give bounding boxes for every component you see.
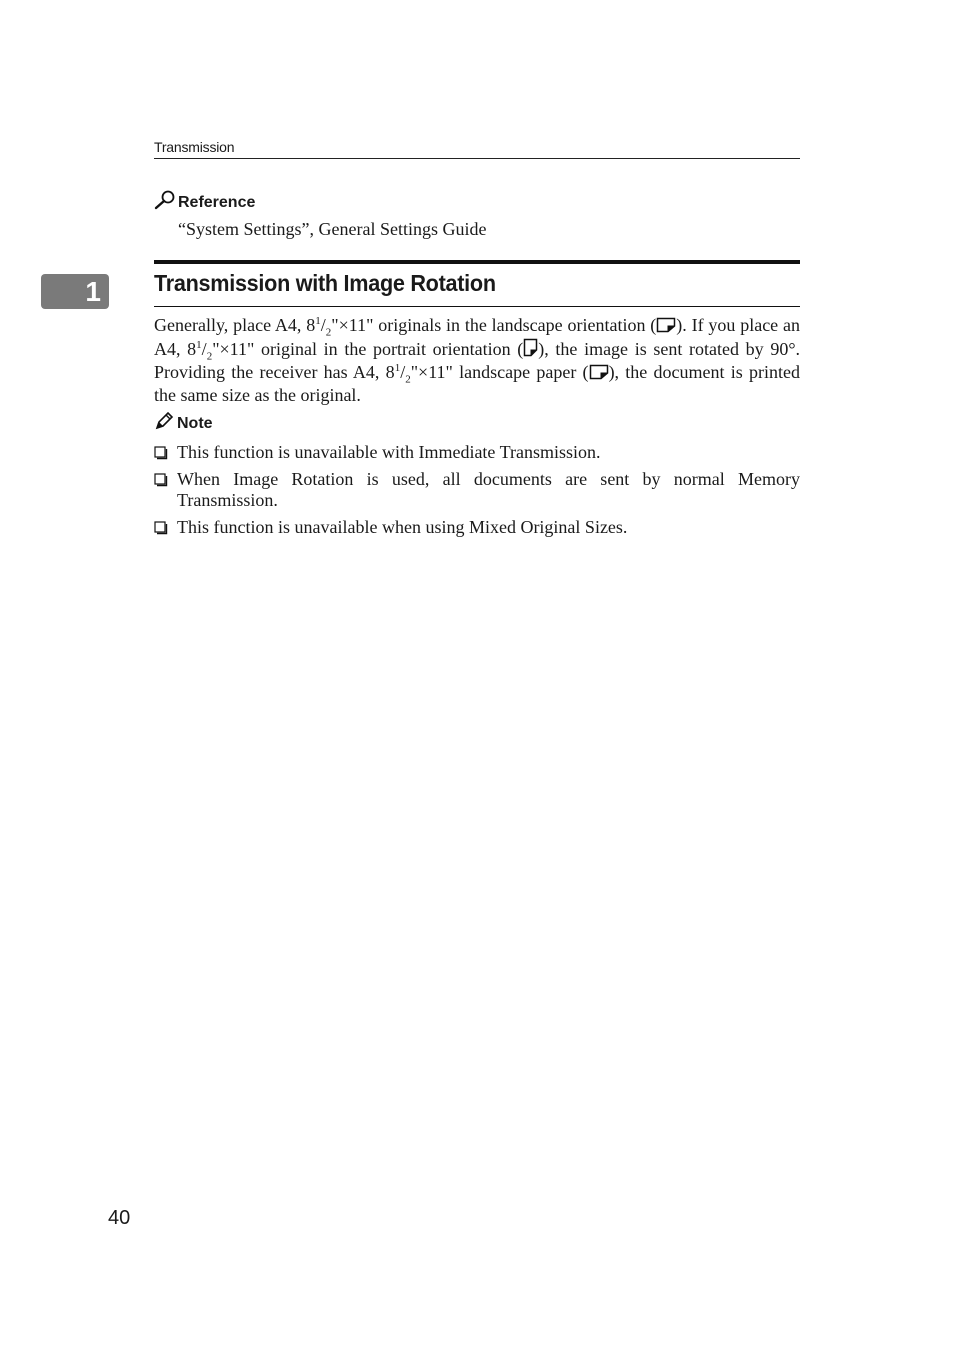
reference-heading [154, 190, 486, 215]
landscape-orientation-icon [656, 317, 676, 338]
note-title: Note [177, 414, 213, 432]
reference-title: Reference [178, 193, 256, 211]
chapter-tab: 1 [41, 274, 109, 309]
reference-block [154, 190, 486, 240]
reference-text: “System Settings”, General Settings Guide [178, 219, 487, 239]
note-item: This function is unavailable with Immediate Transmission. [154, 442, 800, 463]
note-list [154, 442, 800, 538]
pencil-icon [154, 411, 177, 436]
section-title: Transmission with Image Rotation [154, 270, 496, 296]
magnifier-icon [154, 190, 178, 215]
note-block [154, 411, 800, 544]
body-paragraph: Generally, place A4, $8^1/_2"\times 11$" originals in the landscape orientation ( ). If you place an A4, $8^1/_2"\times 11$" original in the portrait orientation ( ), the image is sent rotated by 90°. Providing the receiver has A4, $8^1/_2"\times 11$" landscape paper ( ), the document is printed the same size as the original. [154, 315, 801, 405]
checkbox-bullet-icon [154, 442, 177, 463]
checkbox-bullet-icon [154, 469, 177, 511]
note-item: This function is unavailable when using Mixed Original Sizes. [154, 517, 800, 538]
section-top-rule [154, 260, 800, 264]
section-bottom-rule [154, 306, 800, 307]
running-header: Transmission [154, 139, 235, 155]
header-rule [154, 158, 800, 159]
note-item: When Image Rotation is used, all documents are sent by normal Memory Transmission. [154, 469, 800, 511]
page-number: 40 [108, 1207, 131, 1229]
note-heading [154, 411, 800, 436]
landscape-orientation-icon [589, 364, 609, 385]
portrait-orientation-icon [523, 338, 538, 362]
checkbox-bullet-icon [154, 517, 177, 538]
